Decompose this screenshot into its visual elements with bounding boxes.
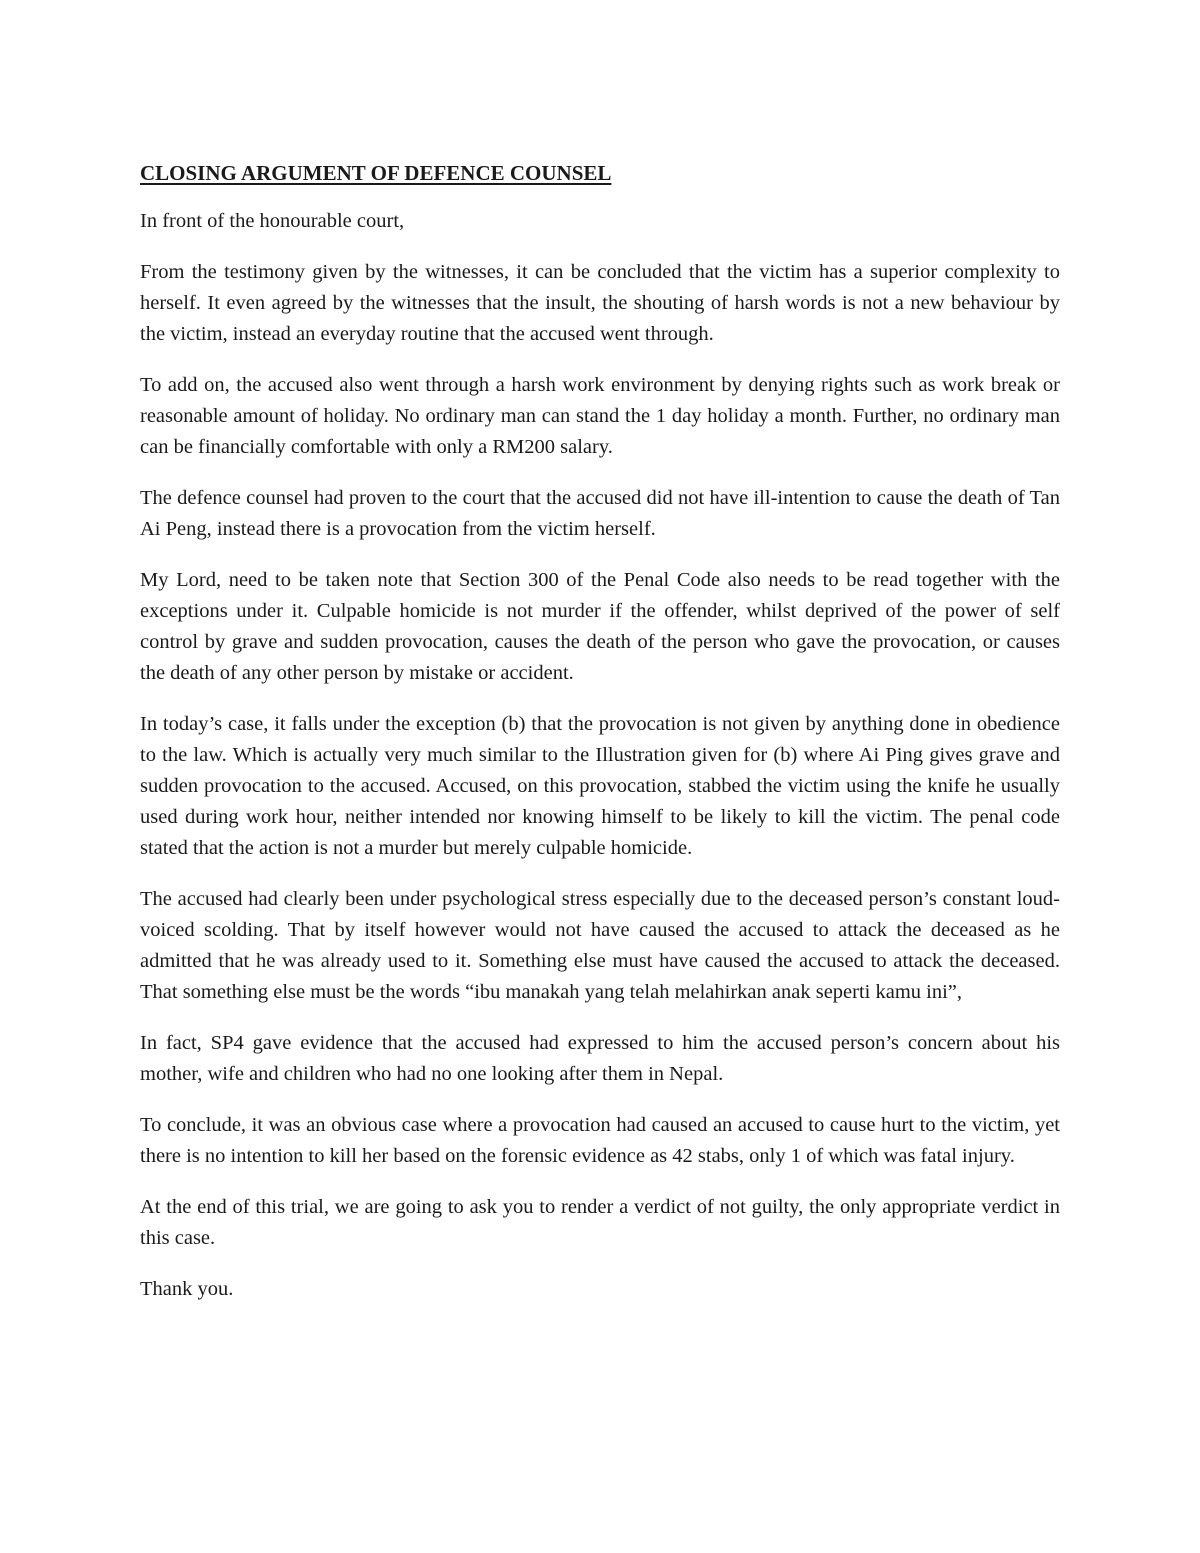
paragraph-work-environment: To add on, the accused also went through a harsh work environment by denying rights such as work break or reasonable amount of holiday. No ordinary man can stand the 1 day holiday a month. Further, no ordinary man can be financially comfortable with only a RM200 salary. [140,374,1060,458]
paragraph-conclusion: To conclude, it was an obvious case where a provocation had caused an accused to cause hurt to the victim, yet there is no intention to kill her based on the forensic evidence as 42 stabs, only 1 of which was fatal injury. [140,1114,1060,1167]
paragraph-section-300: My Lord, need to be taken note that Section 300 of the Penal Code also needs to be read together with the exceptions under it. Culpable homicide is not murder if the offender, whilst deprived of the power of self control by grave and sudden provocation, causes the death of the person who gave the provocation, or causes the death of any other person by mistake or accident. [140,569,1060,684]
paragraph-sp4-evidence: In fact, SP4 gave evidence that the accused had expressed to him the accused person’s concern about his mother, wife and children who had no one looking after them in Nepal. [140,1032,1060,1085]
document-title: CLOSING ARGUMENT OF DEFENCE COUNSEL [140,161,612,185]
paragraph-verdict-request: At the end of this trial, we are going to ask you to render a verdict of not guilty, the only appropriate verdict in this case. [140,1196,1060,1249]
closing-thanks: Thank you. [140,1278,234,1300]
paragraph-testimony: From the testimony given by the witnesses, it can be concluded that the victim has a superior complexity to herself. It even agreed by the witnesses that the insult, the shouting of harsh words is not a new behaviour by the victim, instead an everyday routine that the accused went through. [140,261,1060,345]
document-page [140,158,1060,1325]
paragraph-exception-b: In today’s case, it falls under the exception (b) that the provocation is not given by anything done in obedience to the law. Which is actually very much similar to the Illustration given for (b) where Ai Ping gives grave and sudden provocation to the accused. Accused, on this provocation, stabbed the victim using the knife he usually used during work hour, neither intended nor knowing himself to be likely to kill the victim. The penal code stated that the action is not a murder but merely culpable homicide. [140,713,1060,859]
paragraph-psychological-stress: The accused had clearly been under psychological stress especially due to the deceased person’s constant loud-voiced scolding. That by itself however would not have caused the accused to attack the deceased as he admitted that he was already used to it. Something else must have caused the accused to attack the deceased. That something else must be the words “ibu manakah yang telah melahirkan anak seperti kamu ini”, [140,888,1060,1003]
paragraph-no-ill-intention: The defence counsel had proven to the court that the accused did not have ill-intention to cause the death of Tan Ai Peng, instead there is a provocation from the victim herself. [140,487,1060,540]
salutation: In front of the honourable court, [140,210,405,232]
